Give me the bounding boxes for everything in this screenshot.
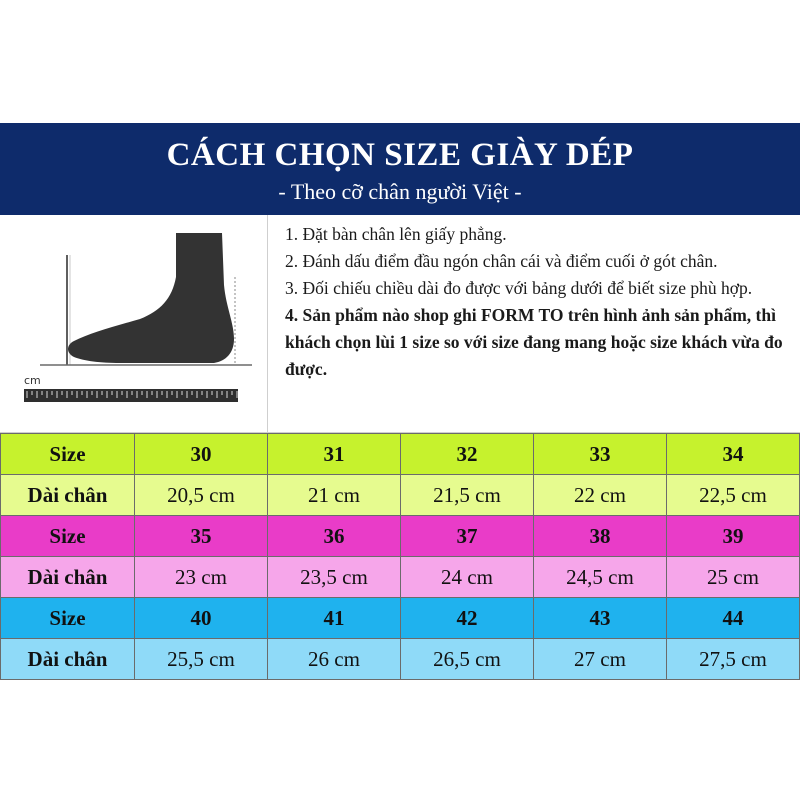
instructions-panel <box>268 215 800 433</box>
header-banner <box>0 123 800 215</box>
instruction-step-3: 3. Đối chiếu chiều dài đo được với bảng dưới để biết size phù hợp. <box>285 278 753 298</box>
size-cell: 35 <box>135 516 268 557</box>
length-cell: 22,5 cm <box>667 475 800 516</box>
foot-measure-illustration <box>0 215 268 433</box>
length-cell: 25,5 cm <box>135 639 268 680</box>
size-cell: 36 <box>268 516 401 557</box>
foot-measure-icon <box>0 215 268 433</box>
size-cell: 34 <box>667 434 800 475</box>
size-cell: 44 <box>667 598 800 639</box>
size-cell: 38 <box>534 516 667 557</box>
length-cell: 26 cm <box>268 639 401 680</box>
size-cell: 33 <box>534 434 667 475</box>
length-cell: 23 cm <box>135 557 268 598</box>
length-row-label: Dài chân <box>1 557 135 598</box>
length-cell: 26,5 cm <box>401 639 534 680</box>
length-cell: 27 cm <box>534 639 667 680</box>
size-table <box>0 433 800 680</box>
size-cell: 39 <box>667 516 800 557</box>
unit-label: cm <box>24 374 41 387</box>
length-row-label: Dài chân <box>1 639 135 680</box>
length-cell: 27,5 cm <box>667 639 800 680</box>
size-guide <box>0 123 800 676</box>
size-row <box>1 598 800 639</box>
size-cell: 43 <box>534 598 667 639</box>
length-row-label: Dài chân <box>1 475 135 516</box>
size-cell: 31 <box>268 434 401 475</box>
size-cell: 40 <box>135 598 268 639</box>
length-row <box>1 475 800 516</box>
length-cell: 21,5 cm <box>401 475 534 516</box>
size-row-label: Size <box>1 434 135 475</box>
length-cell: 24,5 cm <box>534 557 667 598</box>
length-row <box>1 557 800 598</box>
instruction-step-2: 2. Đánh dấu điểm đầu ngón chân cái và điểm cuối ở gót chân. <box>285 251 718 271</box>
length-row <box>1 639 800 680</box>
page-title: CÁCH CHỌN SIZE GIÀY DÉP <box>166 137 634 173</box>
length-cell: 21 cm <box>268 475 401 516</box>
instruction-step-4: 4. Sản phẩm nào shop ghi FORM TO trên hình ảnh sản phẩm, thì khách chọn lùi 1 size so với size đang mang hoặc size khách vừa đo được. <box>285 305 783 379</box>
size-cell: 32 <box>401 434 534 475</box>
page-subtitle: - Theo cỡ chân người Việt - <box>278 179 522 204</box>
length-cell: 25 cm <box>667 557 800 598</box>
length-cell: 20,5 cm <box>135 475 268 516</box>
size-cell: 41 <box>268 598 401 639</box>
instruction-step-1: 1. Đặt bàn chân lên giấy phẳng. <box>285 224 507 244</box>
size-row <box>1 434 800 475</box>
length-cell: 23,5 cm <box>268 557 401 598</box>
size-row <box>1 516 800 557</box>
length-cell: 24 cm <box>401 557 534 598</box>
size-cell: 30 <box>135 434 268 475</box>
length-cell: 22 cm <box>534 475 667 516</box>
size-row-label: Size <box>1 598 135 639</box>
size-cell: 37 <box>401 516 534 557</box>
size-row-label: Size <box>1 516 135 557</box>
size-cell: 42 <box>401 598 534 639</box>
